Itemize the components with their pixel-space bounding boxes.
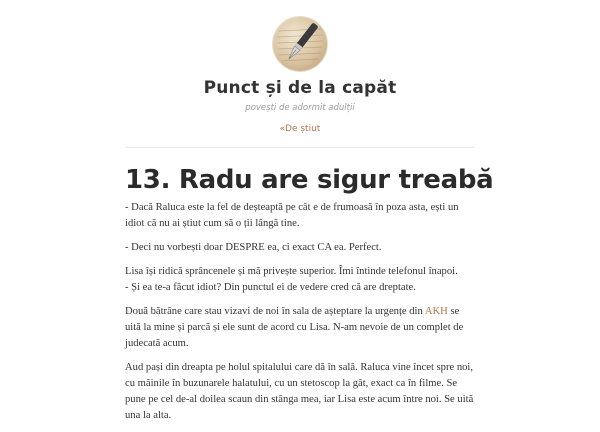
paragraph-text: Două bătrâne care stau vizavi de noi în sala de așteptare la urgențe din [125, 306, 425, 317]
paragraph-text: se uită la mine și parcă și ele sunt de acord cu Lisa. N-am nevoie de un complet de judecată acum. [125, 306, 464, 349]
paragraph-text: - Dacă Raluca este la fel de deșteaptă pe cât e de frumoasă în poza asta, ești un idiot că nu ai știut cum să o ții lângă tine. [125, 202, 459, 229]
header-divider [126, 147, 474, 148]
paragraph-3 [125, 264, 475, 296]
fountain-pen-on-paper-icon[interactable] [273, 17, 327, 71]
previous-post-link[interactable]: «De știut [279, 124, 321, 134]
site-title[interactable]: Punct și de la capăt [203, 78, 397, 98]
paragraph-1 [125, 200, 475, 232]
paragraph-5 [125, 360, 475, 424]
paragraph-2 [125, 240, 475, 256]
paragraph-4 [125, 304, 475, 352]
site-description: povești de adormit adulții [245, 103, 355, 113]
akh-link[interactable]: AKH [424, 306, 448, 317]
paragraph-text: - Și ea te-a făcut idiot? Din punctul ei de vedere cred că are dreptate. [125, 282, 416, 293]
paragraph-text: Lisa își ridică sprâncenele și mă privește superior. Îmi întinde telefonul înapoi. [125, 266, 458, 277]
paragraph-text: Aud pași din dreapta pe holul spitalului care dă în sală. Raluca vine încet spre noi, cu mâinile în buzunarele halatului, cu un stetoscop la gât, exact ca în filme. Se pune pe cel de-al doilea scaun din stânga mea, iar Lisa este acum între noi. Se uită una la alta. [125, 362, 474, 421]
paragraph-text: - Deci nu vorbești doar DESPRE ea, ci exact CA ea. Perfect. [125, 242, 382, 253]
post-content [125, 200, 475, 432]
post-title: 13. Radu are sigur treabă [125, 165, 494, 195]
